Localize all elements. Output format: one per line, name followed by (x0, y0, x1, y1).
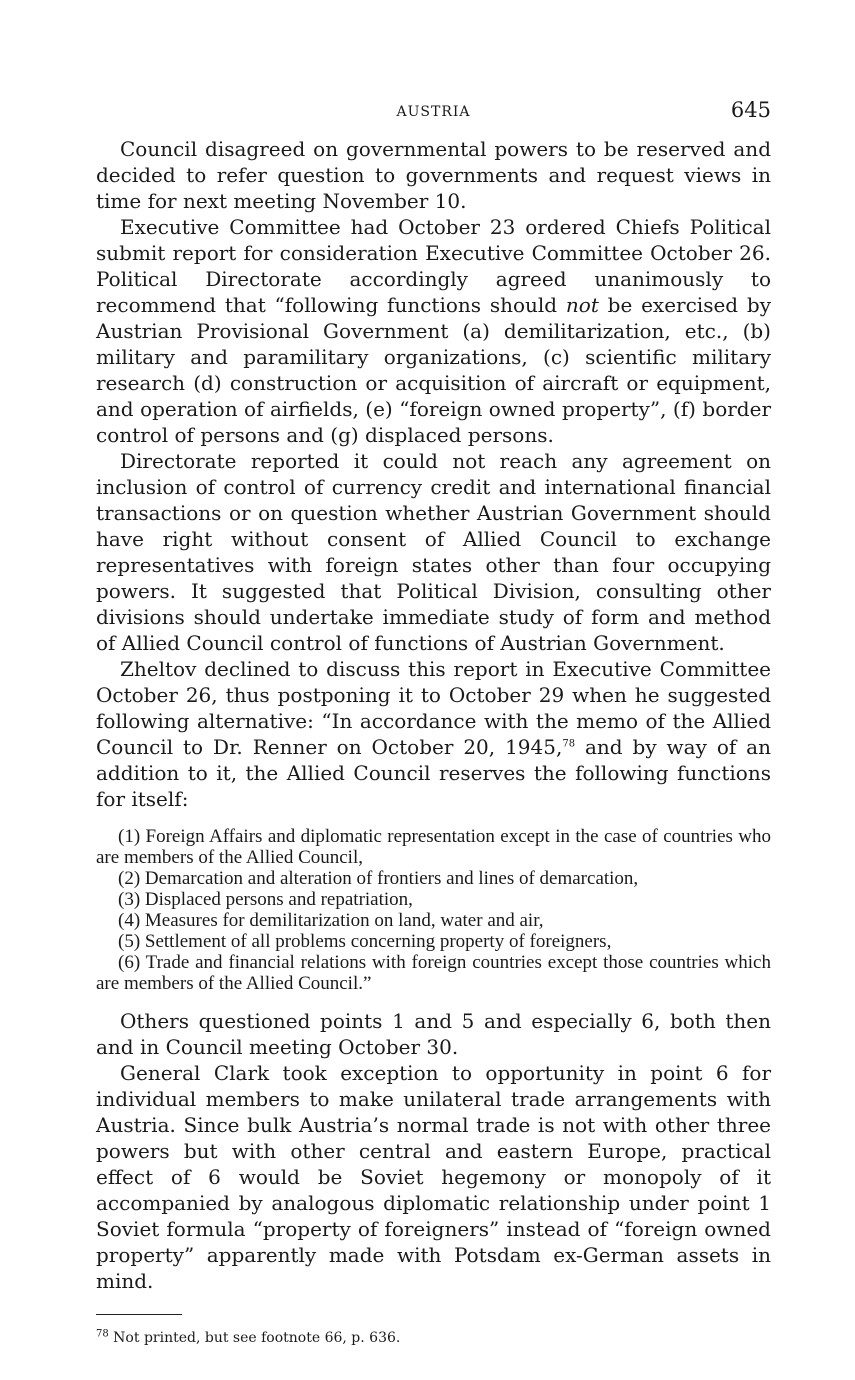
quote-item: (3) Displaced persons and repatriation, (118, 889, 413, 910)
quote-item: (4) Measures for demilitarization on land, water and air, (118, 910, 544, 931)
paragraph-council-disagreed: Council disagreed on governmental powers to be reserved and decided to refer question to governments and request views in time for next meeting November 10. (96, 137, 771, 213)
paragraph-text: be exercised by Austrian Provisional Government (a) demilitarization, etc., (b) military and paramilitary organizations, (c) scientific military research (d) construction or acquisition of aircraft or equipment, and operation of airfields, (e) “foreign owned property”, (f) border control of persons and (g) displaced persons. (96, 293, 771, 447)
paragraph-text: and by way of an addition to it, the Allied Council reserves the following functions for itself: (96, 735, 771, 811)
document-page (96, 96, 771, 1347)
quote-item: (5) Settlement of all problems concerning property of foreigners, (118, 931, 612, 952)
page-number: 645 (730, 98, 771, 122)
footnote-reference: 78 (562, 738, 576, 750)
emphasis-not: not (565, 293, 599, 317)
footnote-divider (96, 1314, 182, 1315)
footnote-text: Not printed, but see footnote 66, p. 636. (108, 1330, 401, 1346)
quote-item: (6) Trade and financial relations with foreign countries except those countries which are members of the Allied Council.” (96, 952, 771, 994)
paragraph-directorate-reported: Directorate reported it could not reach any agreement on inclusion of control of currency credit and international financial transactions or on question whether Austrian Government should have right without consent of Allied Council to exchange representatives with foreign states other than four occupying powers. It suggested that Political Division, consulting other divisions should undertake immediate study of form and method of Allied Council control of functions of Austrian Government. (96, 449, 771, 655)
paragraph-zheltov (96, 656, 771, 812)
footnote-marker: 78 (96, 1328, 109, 1340)
quoted-functions-list (96, 826, 771, 994)
footnote (96, 1329, 771, 1347)
quote-item: (2) Demarcation and alteration of frontiers and lines of demarcation, (118, 868, 639, 889)
running-head: AUSTRIA (396, 104, 471, 120)
page-header (96, 96, 771, 136)
paragraph-text: Zheltov declined to discuss this report in Executive Committee October 26, thus postponing it to October 29 when he suggested following alternative: “In accordance with the memo of the Allied Council to Dr. Renner on October 20, 1945, (96, 657, 771, 759)
paragraph-general-clark: General Clark took exception to opportunity in point 6 for individual members to make unilateral trade arrangements with Austria. Since bulk Austria’s normal trade is not with other three powers but with other central and eastern Europe, practical effect of 6 would be Soviet hegemony or monopoly of it accompanied by analogous diplomatic relationship under point 1 Soviet formula “property of foreigners” instead of “foreign owned property” apparently made with Potsdam ex-German assets in mind. (96, 1061, 771, 1293)
paragraph-others-questioned: Others questioned points 1 and 5 and especially 6, both then and in Council meeting October 30. (96, 1009, 771, 1059)
paragraph-executive-committee (96, 214, 771, 448)
paragraph-text: Executive Committee had October 23 ordered Chiefs Political submit report for consideration Executive Committee October 26. Political Directorate accordingly agreed unanimously to recommend that “following functions should (96, 215, 771, 317)
quote-item: (1) Foreign Affairs and diplomatic representation except in the case of countries who are members of the Allied Council, (96, 826, 771, 868)
